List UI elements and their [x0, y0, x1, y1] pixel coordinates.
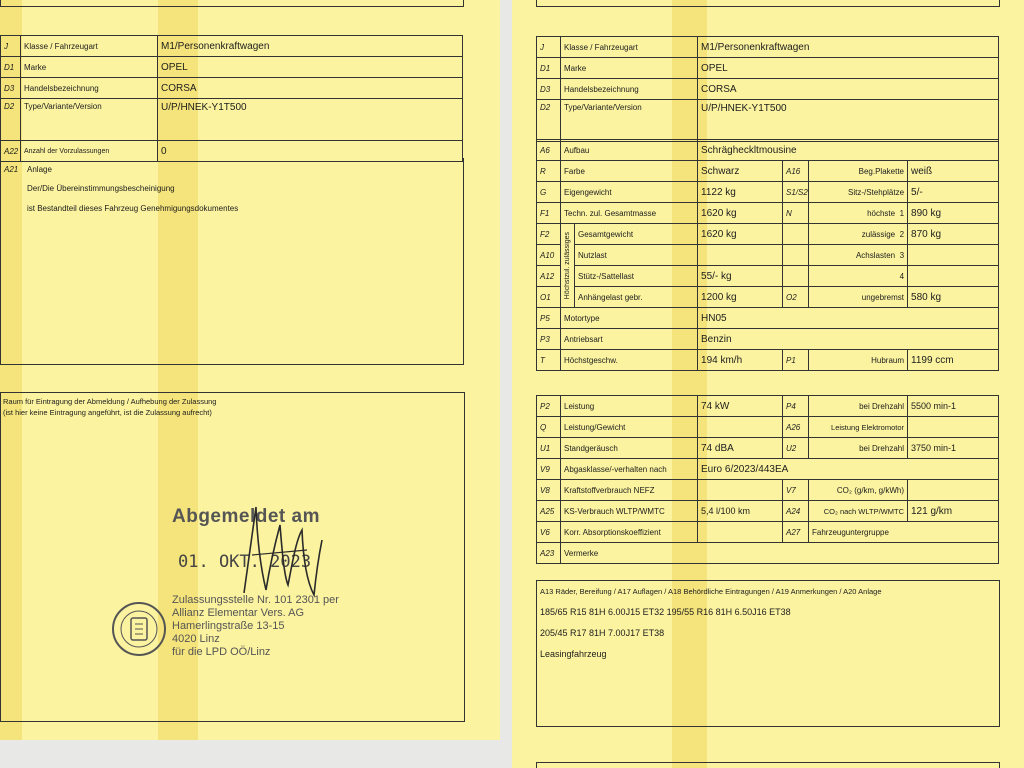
field-code — [783, 224, 809, 245]
table-row — [537, 438, 999, 459]
field-code: D2 — [1, 99, 21, 141]
table-row — [537, 287, 999, 308]
field-value — [908, 480, 999, 501]
field-label — [809, 203, 908, 224]
table-row — [537, 543, 999, 564]
axle-number: 2 — [899, 229, 905, 239]
field-value — [698, 522, 783, 543]
table-row — [537, 79, 999, 100]
field-value: OPEL — [698, 58, 999, 79]
stamp-line1: Zulassungsstelle Nr. 101 2301 per — [172, 594, 339, 606]
field-label: Marke — [21, 57, 158, 78]
field-label: Abgasklasse/-verhalten nach — [561, 459, 698, 480]
field-value — [908, 245, 999, 266]
deregistration-line2: (ist hier keine Eintragung angeführt, ist die Zulassung aufrecht) — [3, 408, 212, 417]
table-row — [537, 266, 999, 287]
field-label: Leistung — [561, 396, 698, 417]
a13-line3: Leasingfahrzeug — [540, 649, 607, 659]
vertical-label-cell — [561, 224, 575, 308]
table-row — [537, 100, 999, 142]
field-value: 1122 kg — [698, 182, 783, 203]
field-label: CO₂ nach WLTP/WMTC — [809, 501, 908, 522]
field-value: M1/Personenkraftwagen — [698, 37, 999, 58]
field-value: 870 kg — [908, 224, 999, 245]
field-label: bei Drehzahl — [809, 396, 908, 417]
table-row — [537, 58, 999, 79]
field-code — [783, 245, 809, 266]
deregistered-stamp-title: Abgemeldet am — [172, 506, 320, 527]
field-label: Vermerke — [561, 543, 999, 564]
field-value: 121 g/km — [908, 501, 999, 522]
field-value — [908, 266, 999, 287]
field-value: 890 kg — [908, 203, 999, 224]
field-code: T — [537, 350, 561, 371]
field-code: V7 — [783, 480, 809, 501]
field-code: A21 — [4, 165, 19, 174]
vertical-label: Höchstzul. zulässiges — [564, 231, 571, 300]
field-code — [783, 266, 809, 287]
field-label: Leistung Elektromotor — [809, 417, 908, 438]
field-code: A12 — [537, 266, 561, 287]
field-code: D1 — [537, 58, 561, 79]
field-value: U/P/HNEK-Y1T500 — [158, 99, 463, 141]
field-label: bei Drehzahl — [809, 438, 908, 459]
field-code: D3 — [537, 79, 561, 100]
field-code: V9 — [537, 459, 561, 480]
stamp-line3: Hamerlingstraße 13-15 — [172, 620, 285, 632]
left-cut-row — [0, 0, 464, 7]
field-label: Sitz-/Stehplätze — [809, 182, 908, 203]
table-row — [1, 57, 463, 78]
field-value: 74 kW — [698, 396, 783, 417]
field-label: Handelsbezeichnung — [21, 78, 158, 99]
field-value: 5,4 l/100 km — [698, 501, 783, 522]
field-code: O1 — [537, 287, 561, 308]
field-label: Korr. Absorptionskoeffizient — [561, 522, 698, 543]
field-label: Handelsbezeichnung — [561, 79, 698, 100]
stamp-line2: Allianz Elementar Vers. AG — [172, 607, 305, 619]
field-value: 5/- — [908, 182, 999, 203]
table-row — [537, 224, 999, 245]
field-value: 580 kg — [908, 287, 999, 308]
field-label: Hubraum — [809, 350, 908, 371]
field-value: U/P/HNEK-Y1T500 — [698, 100, 999, 142]
field-label — [809, 224, 908, 245]
field-value: 5500 min-1 — [908, 396, 999, 417]
field-value: Schwarz — [698, 161, 783, 182]
field-label: Antriebsart — [561, 329, 698, 350]
field-code: R — [537, 161, 561, 182]
table-row — [1, 99, 463, 141]
field-label-text: zulässige — [861, 229, 896, 239]
field-code: N — [783, 203, 809, 224]
field-value: 0 — [158, 141, 463, 162]
field-code: P5 — [537, 308, 561, 329]
field-value — [698, 245, 783, 266]
deregistered-stamp-date: 01. OKT. 2023 — [178, 552, 312, 572]
field-label: Farbe — [561, 161, 698, 182]
field-value — [698, 480, 783, 501]
field-label: Anlage — [27, 165, 52, 174]
a13-remarks-box — [536, 580, 1000, 727]
field-code: U2 — [783, 438, 809, 459]
a13-line2: 205/45 R17 81H 7.00J17 ET38 — [540, 628, 665, 638]
field-label-text: höchste — [867, 208, 896, 218]
field-code: S1/S2 — [783, 182, 809, 203]
field-label: Techn. zul. Gesamtmasse — [561, 203, 698, 224]
field-label: Gesamtgewicht — [575, 224, 698, 245]
a21-line2: ist Bestandteil dieses Fahrzeug Genehmigungsdokumentes — [27, 204, 239, 213]
table-row — [537, 245, 999, 266]
axle-number: 4 — [809, 266, 908, 287]
a21-box — [0, 158, 464, 365]
field-code: O2 — [783, 287, 809, 308]
right-power-table — [536, 395, 999, 564]
field-label: Klasse / Fahrzeugart — [561, 37, 698, 58]
field-code: V6 — [537, 522, 561, 543]
field-label: CO₂ (g/km, g/kWh) — [809, 480, 908, 501]
field-code: A25 — [537, 501, 561, 522]
table-row — [537, 182, 999, 203]
field-label: ungebremst — [809, 287, 908, 308]
field-label: Kraftstoffverbrauch NEFZ — [561, 480, 698, 501]
table-row — [1, 78, 463, 99]
left-vehicle-table — [0, 35, 463, 162]
field-value — [698, 417, 783, 438]
stamp-line4: 4020 Linz — [172, 633, 220, 645]
field-value: HN05 — [698, 308, 999, 329]
a13-header: A13 Räder, Bereifung / A17 Auflagen / A18 Behördliche Eintragungen / A19 Anmerkungen / A20 Anlage — [540, 587, 882, 596]
field-code: P2 — [537, 396, 561, 417]
field-value: 55/- kg — [698, 266, 783, 287]
deregistration-line1: Raum für Eintragung der Abmeldung / Aufhebung der Zulassung — [3, 397, 217, 406]
field-code: D3 — [1, 78, 21, 99]
field-label: Klasse / Fahrzeugart — [21, 36, 158, 57]
field-label: Stütz-/Sattellast — [575, 266, 698, 287]
table-row — [537, 161, 999, 182]
field-code: P3 — [537, 329, 561, 350]
table-row — [537, 417, 999, 438]
right-vehicle-table — [536, 36, 999, 142]
field-value: 1199 ccm — [908, 350, 999, 371]
field-code: A26 — [783, 417, 809, 438]
field-label: Anzahl der Vorzulassungen — [21, 141, 158, 162]
field-code: D2 — [537, 100, 561, 142]
right-cut-row — [536, 0, 1000, 7]
field-code: F2 — [537, 224, 561, 245]
a21-line1: Der/Die Übereinstimmungsbescheinigung — [27, 184, 175, 193]
field-code: A27 — [783, 522, 809, 543]
table-row — [537, 459, 999, 480]
field-label — [809, 245, 908, 266]
field-label: Nutzlast — [575, 245, 698, 266]
field-value: 1620 kg — [698, 224, 783, 245]
field-label: Marke — [561, 58, 698, 79]
field-label: Type/Variante/Version — [561, 100, 698, 142]
field-value: 1200 kg — [698, 287, 783, 308]
field-label: Fahrzeuguntergruppe — [809, 522, 999, 543]
table-row — [537, 37, 999, 58]
field-value: M1/Personenkraftwagen — [158, 36, 463, 57]
axle-number: 1 — [899, 208, 905, 218]
field-value: CORSA — [698, 79, 999, 100]
field-label: Eigengewicht — [561, 182, 698, 203]
field-value — [908, 417, 999, 438]
field-code: J — [1, 36, 21, 57]
field-value: CORSA — [158, 78, 463, 99]
left-page — [0, 0, 500, 740]
field-code: A23 — [537, 543, 561, 564]
signature-icon — [232, 495, 332, 605]
field-code: Q — [537, 417, 561, 438]
table-row — [537, 501, 999, 522]
table-row — [537, 329, 999, 350]
field-code: U1 — [537, 438, 561, 459]
field-label-text: Achslasten — [855, 250, 896, 260]
field-code: A16 — [783, 161, 809, 182]
stamp-line5: für die LPD OÖ/Linz — [172, 646, 271, 658]
field-value: weiß — [908, 161, 999, 182]
table-row — [537, 350, 999, 371]
field-code: P4 — [783, 396, 809, 417]
field-label: Anhängelast gebr. — [575, 287, 698, 308]
right-page — [512, 0, 1024, 768]
field-label: Aufbau — [561, 140, 698, 161]
table-row — [537, 480, 999, 501]
table-row — [1, 36, 463, 57]
field-value: 74 dBA — [698, 438, 783, 459]
field-value: Benzin — [698, 329, 999, 350]
field-value: 194 km/h — [698, 350, 783, 371]
table-row — [537, 140, 999, 161]
axle-number: 3 — [899, 250, 905, 260]
field-label: Beg.Plakette — [809, 161, 908, 182]
table-row — [537, 396, 999, 417]
table-row — [537, 203, 999, 224]
field-value: Euro 6/2023/443EA — [698, 459, 999, 480]
field-label: Höchstgeschw. — [561, 350, 698, 371]
field-code: J — [537, 37, 561, 58]
field-label: Motortype — [561, 308, 698, 329]
field-label: Standgeräusch — [561, 438, 698, 459]
field-value: OPEL — [158, 57, 463, 78]
a13-line1: 185/65 R15 81H 6.00J15 ET32 195/55 R16 81H 6.50J16 ET38 — [540, 607, 791, 617]
table-row — [537, 308, 999, 329]
field-code: A22 — [1, 141, 21, 162]
field-label: KS-Verbrauch WLTP/WMTC — [561, 501, 698, 522]
field-value: 1620 kg — [698, 203, 783, 224]
right-technical-table — [536, 139, 999, 371]
field-code: F1 — [537, 203, 561, 224]
field-code: V8 — [537, 480, 561, 501]
field-label: Type/Variante/Version — [21, 99, 158, 141]
official-seal-icon — [110, 600, 168, 658]
field-value: Schrägheckltmousine — [698, 140, 999, 161]
field-code: A24 — [783, 501, 809, 522]
field-label: Leistung/Gewicht — [561, 417, 698, 438]
field-code: A6 — [537, 140, 561, 161]
right-bottom-cut-box — [536, 762, 1000, 768]
field-code: A10 — [537, 245, 561, 266]
field-code: D1 — [1, 57, 21, 78]
table-row — [537, 522, 999, 543]
field-code: P1 — [783, 350, 809, 371]
field-value: 3750 min-1 — [908, 438, 999, 459]
field-code: G — [537, 182, 561, 203]
